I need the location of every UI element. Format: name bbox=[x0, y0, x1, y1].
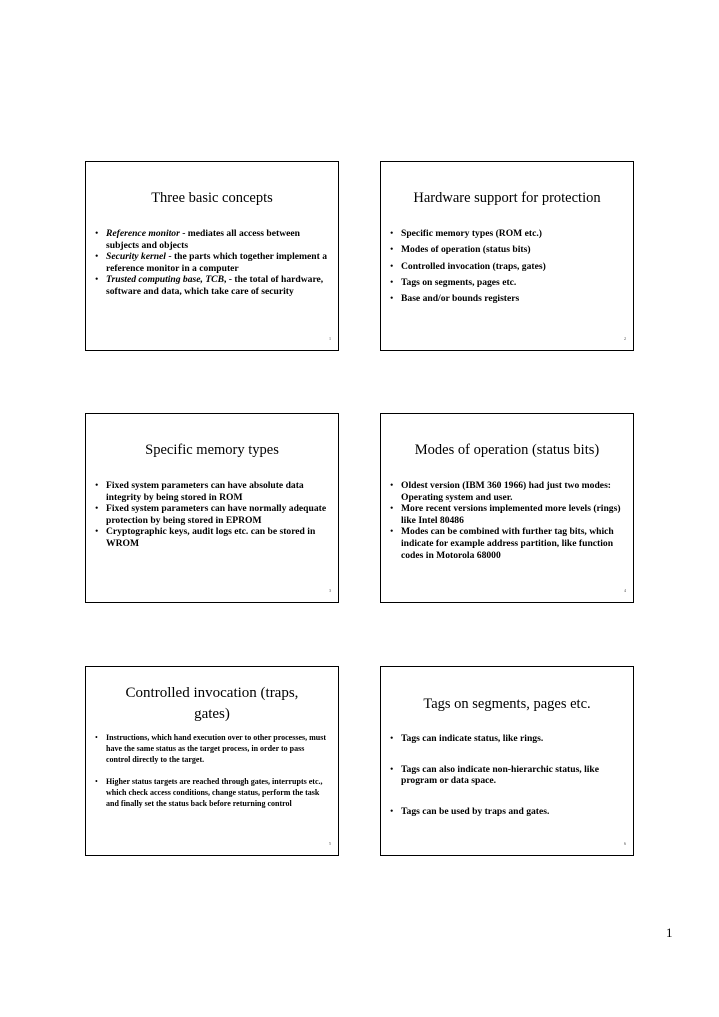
slide-title: Three basic concepts bbox=[151, 190, 273, 206]
slide-2 bbox=[380, 161, 634, 351]
list-item: • Oldest version (IBM 360 1966) had just two modes: Operating system and user. bbox=[389, 480, 623, 503]
list-item bbox=[94, 251, 328, 274]
list-item: • Tags can be used by traps and gates. bbox=[389, 806, 623, 818]
bullet-list bbox=[389, 733, 623, 836]
list-item: • Tags can indicate status, like rings. bbox=[389, 733, 623, 745]
slide-number: 4 bbox=[624, 588, 626, 593]
list-item bbox=[94, 228, 328, 251]
bullet-list bbox=[94, 228, 328, 298]
page-number: 1 bbox=[666, 925, 673, 940]
slide-number: 2 bbox=[624, 336, 626, 341]
slide-title: Tags on segments, pages etc. bbox=[423, 696, 591, 712]
list-item: • Tags on segments, pages etc. bbox=[389, 277, 623, 289]
bullet-list bbox=[389, 228, 623, 309]
term: Reference monitor bbox=[106, 228, 180, 239]
list-item: • Tags can also indicate non-hierarchic status, like program or data space. bbox=[389, 764, 623, 787]
slide-6 bbox=[380, 666, 634, 856]
term: Security kernel bbox=[106, 251, 166, 263]
list-item: • Controlled invocation (traps, gates) bbox=[389, 261, 623, 273]
list-item: • Fixed system parameters can have normally adequate protection by being stored in EPROM bbox=[94, 503, 328, 526]
slide-5 bbox=[85, 666, 339, 856]
list-item: • Instructions, which hand execution over to other processes, must have the same status as the target process, in order to pass control directly to the target. bbox=[94, 732, 328, 765]
definition: , - the total of hardware, software and data, which take care of security bbox=[106, 274, 324, 297]
slide-1 bbox=[85, 161, 339, 351]
list-item bbox=[94, 274, 328, 297]
slide-number: 3 bbox=[329, 588, 331, 593]
slide-title: Modes of operation (status bits) bbox=[414, 442, 600, 458]
list-item: • Cryptographic keys, audit logs etc. can be stored in WROM bbox=[94, 526, 328, 549]
slide-4 bbox=[380, 413, 634, 603]
list-item: • Higher status targets are reached through gates, interrupts etc., which check access conditions, change status, perform the task and finally set the status back before returning control bbox=[94, 776, 328, 809]
bullet-list bbox=[94, 480, 328, 550]
slide-title: Specific memory types bbox=[145, 442, 279, 458]
list-item: • Modes of operation (status bits) bbox=[389, 244, 623, 256]
bullet-list bbox=[94, 732, 328, 820]
slide-number: 1 bbox=[329, 336, 331, 341]
definition: - the parts which together implement a reference monitor in a computer bbox=[106, 251, 327, 274]
slide-number: 6 bbox=[624, 841, 626, 846]
list-item: • Fixed system parameters can have absolute data integrity by being stored in ROM bbox=[94, 480, 328, 503]
slide-3 bbox=[85, 413, 339, 603]
slide-title: Hardware support for protection bbox=[413, 190, 601, 206]
term: Trusted computing base, TCB bbox=[106, 274, 224, 286]
bullet-list bbox=[389, 480, 623, 561]
list-item: • Modes can be combined with further tag bits, which indicate for example address partition, like function codes in Motorola 68000 bbox=[389, 526, 623, 561]
slide-number: 5 bbox=[329, 841, 331, 846]
list-item: • Base and/or bounds registers bbox=[389, 293, 623, 305]
list-item: • More recent versions implemented more levels (rings) like Intel 80486 bbox=[389, 503, 623, 526]
definition: - mediates all access between subjects and objects bbox=[106, 228, 300, 251]
list-item: • Specific memory types (ROM etc.) bbox=[389, 228, 623, 240]
slide-title: Controlled invocation (traps, gates) bbox=[125, 685, 299, 722]
